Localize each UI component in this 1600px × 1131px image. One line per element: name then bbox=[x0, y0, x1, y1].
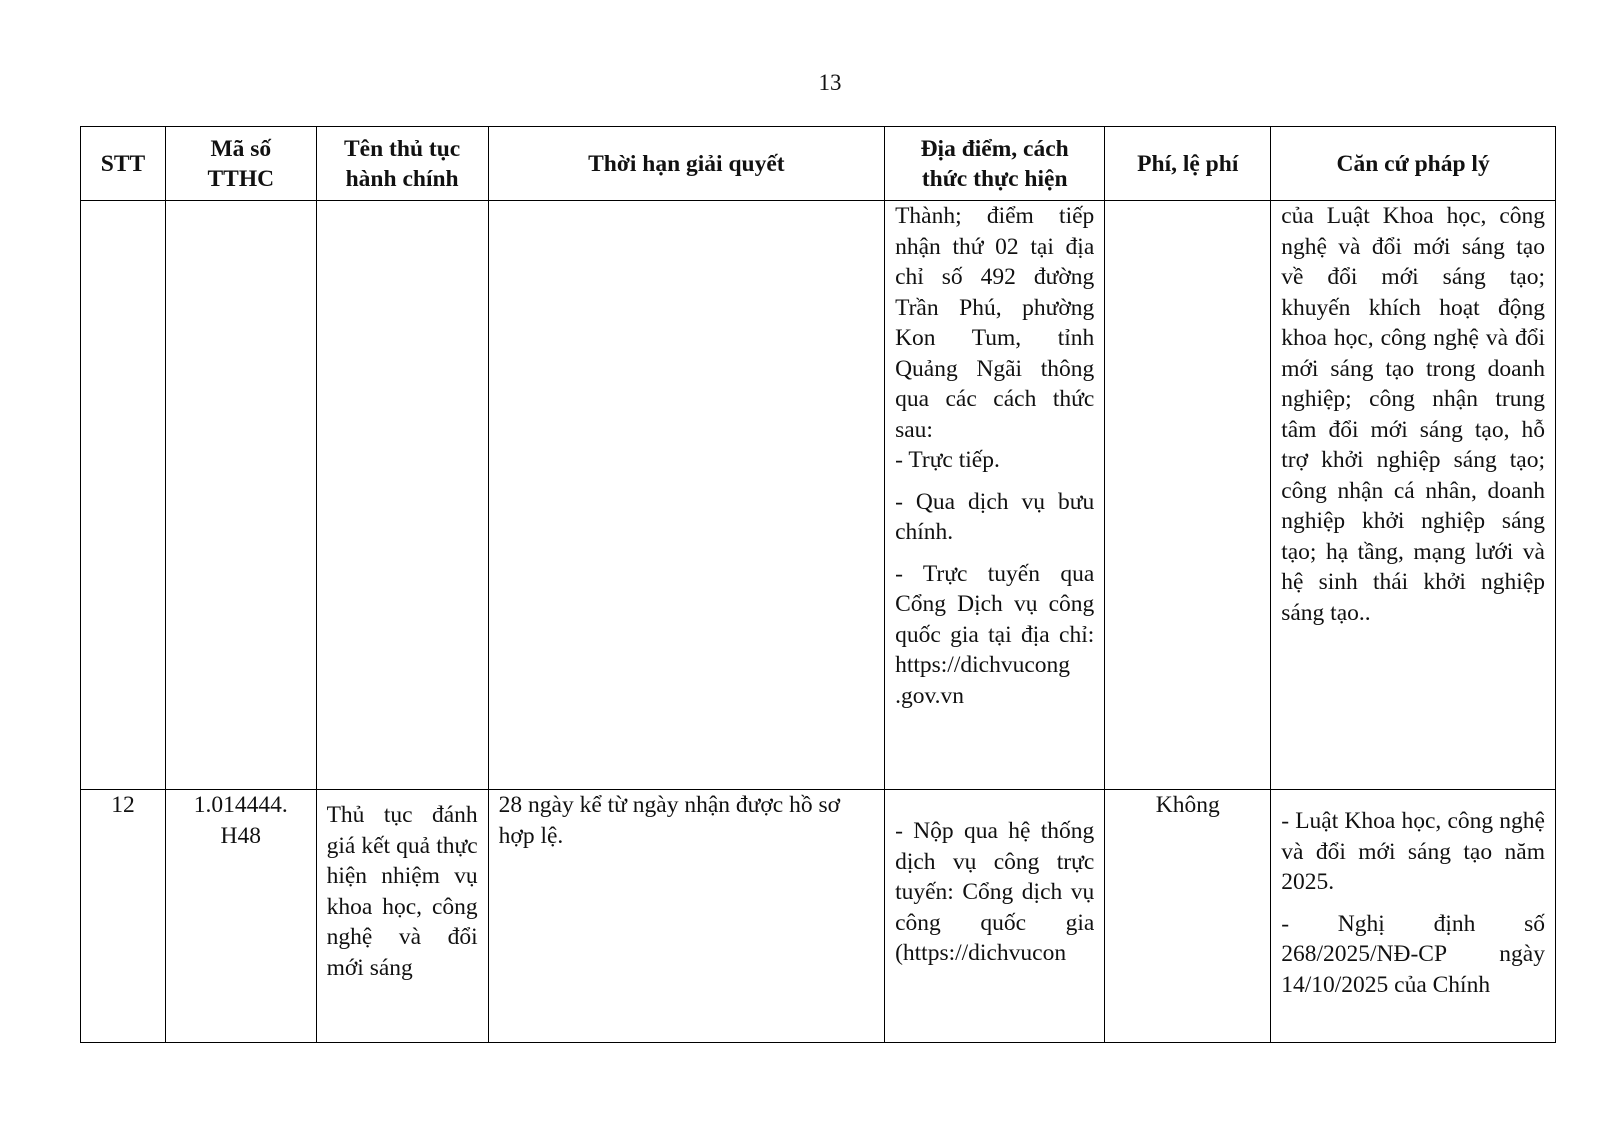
legal-12-text-2: - Nghị định số 268/2025/NĐ-CP ngày 14/10/2025 của Chính bbox=[1281, 910, 1545, 998]
legal-12-text-1: - Luật Khoa học, công nghệ và đổi mới sáng tạo năm 2025. bbox=[1281, 808, 1545, 895]
code-line2: H48 bbox=[220, 822, 262, 849]
header-stt: STT bbox=[81, 127, 166, 201]
cell-fee-empty bbox=[1105, 201, 1271, 790]
legal-text: của Luật Khoa học, công nghệ và đổi mới sáng tạo về đổi mới sáng tạo; khuyến khích hoạt động khoa học, công nghệ và đổi mới sáng tạo trong doanh nghiệp; công nhận trung tâm đổi mới sáng tạo, hỗ trợ khởi nghiệp sáng tạo; công nhận cá nhân, doanh nghiệp khởi nghiệp sáng tạo; hạ tầng, mạng lưới và hệ sinh thái khởi nghiệp sáng tạo.. bbox=[1281, 203, 1545, 626]
cell-fee: Không bbox=[1105, 790, 1271, 1043]
header-code bbox=[166, 127, 317, 201]
cell-name-empty bbox=[316, 201, 488, 790]
header-code-line1: Mã số bbox=[210, 135, 272, 162]
header-fee: Phí, lệ phí bbox=[1105, 127, 1271, 201]
cell-legal bbox=[1271, 201, 1556, 790]
location-text-4: - Trực tuyến qua Cổng Dịch vụ công quốc gia tại địa chỉ: https://dichvucong .gov.vn bbox=[895, 560, 1095, 709]
table-header-row bbox=[81, 127, 1556, 201]
cell-location bbox=[885, 201, 1105, 790]
table-row-continued bbox=[81, 201, 1556, 790]
cell-code-empty bbox=[166, 201, 317, 790]
table-row-12 bbox=[81, 790, 1556, 1043]
cell-location-12: - Nộp qua hệ thống dịch vụ công trực tuyến: Cổng dịch vụ công quốc gia (https://dichvucon bbox=[885, 790, 1105, 1043]
page-number: 13 bbox=[818, 70, 842, 95]
cell-name: Thủ tục đánh giá kết quả thực hiện nhiệm vụ khoa học, công nghệ và đổi mới sáng bbox=[316, 790, 488, 1043]
cell-stt-empty bbox=[81, 201, 166, 790]
procedure-table bbox=[80, 126, 1556, 1043]
cell-stt: 12 bbox=[81, 790, 166, 1043]
header-name-line2: hành chính bbox=[345, 165, 459, 192]
location-text-3: - Qua dịch vụ bưu chính. bbox=[895, 488, 1095, 545]
header-location-line2: thức thực hiện bbox=[921, 165, 1068, 192]
location-text-2: - Trực tiếp. bbox=[895, 447, 1000, 473]
header-location bbox=[885, 127, 1105, 201]
header-location-line1: Địa điểm, cách bbox=[920, 135, 1069, 162]
cell-deadline-empty bbox=[488, 201, 884, 790]
cell-legal-12 bbox=[1271, 790, 1556, 1043]
cell-deadline: 28 ngày kể từ ngày nhận được hồ sơ hợp lệ. bbox=[488, 790, 884, 1043]
header-code-line2: TTHC bbox=[207, 165, 275, 192]
header-name bbox=[316, 127, 488, 201]
code-line1: 1.014444. bbox=[193, 792, 288, 818]
location-text-1: Thành; điểm tiếp nhận thứ 02 tại địa chỉ số 492 đường Trần Phú, phường Kon Tum, tỉnh Quảng Ngãi thông qua các cách thức sau: bbox=[895, 203, 1095, 443]
header-legal: Căn cứ pháp lý bbox=[1271, 127, 1556, 201]
cell-code bbox=[166, 790, 317, 1043]
header-deadline: Thời hạn giải quyết bbox=[488, 127, 884, 201]
header-name-line1: Tên thủ tục bbox=[344, 135, 461, 162]
